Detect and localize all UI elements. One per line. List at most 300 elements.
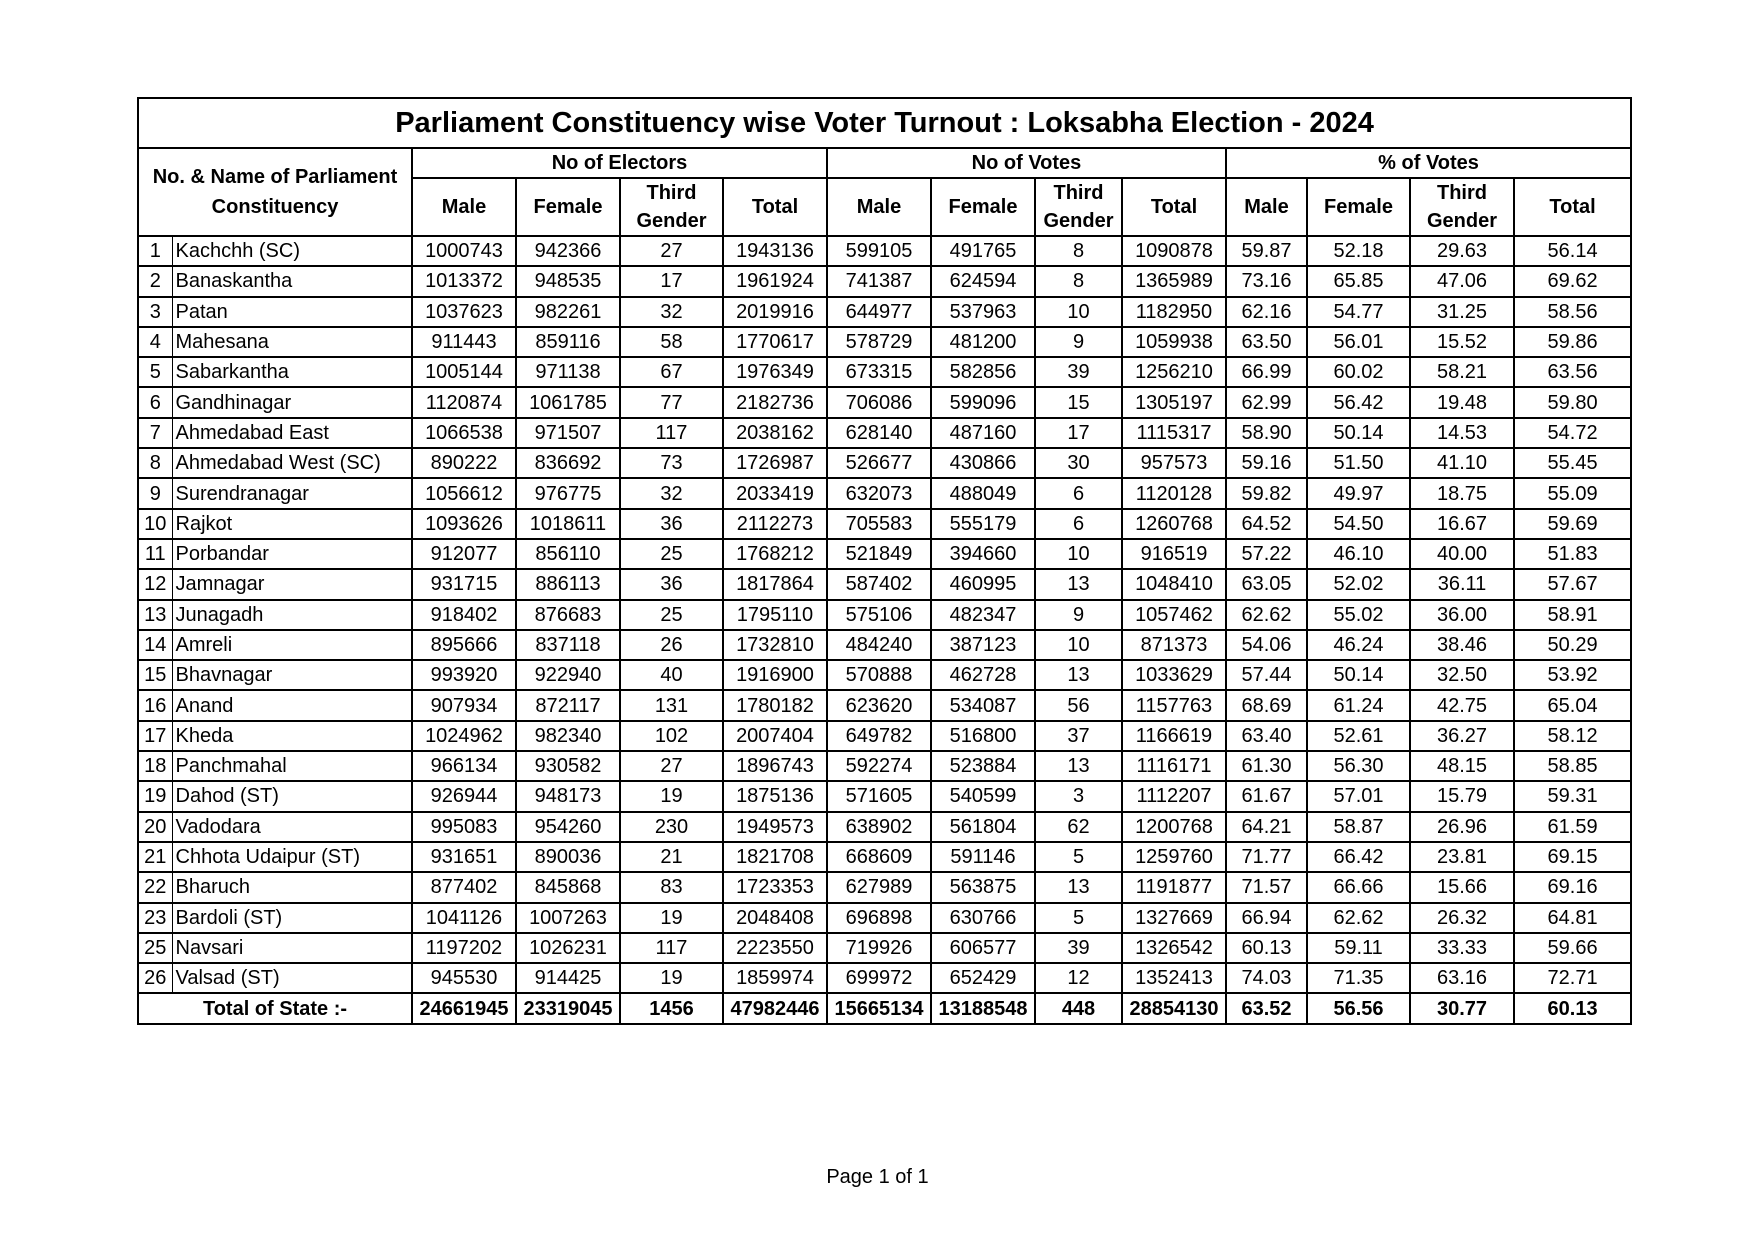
votes-total-cell: 1256210 (1122, 357, 1226, 387)
votes-third-gender-cell: 15 (1035, 387, 1122, 417)
percent-third-gender-cell: 31.25 (1410, 297, 1514, 327)
percent-third-gender-header: Third Gender (1410, 178, 1514, 236)
table-row (138, 236, 1631, 266)
votes-total-cell: 1090878 (1122, 236, 1226, 266)
votes-third-gender-cell: 17 (1035, 418, 1122, 448)
constituency-name: Chhota Udaipur (ST) (172, 842, 412, 872)
votes-total-cell: 1116171 (1122, 751, 1226, 781)
percent-female-cell: 54.77 (1307, 297, 1410, 327)
electors-male-cell: 877402 (412, 872, 516, 902)
electors-total-cell: 1723353 (723, 872, 827, 902)
votes-total-cell: 1115317 (1122, 418, 1226, 448)
percent-total-cell: 58.85 (1514, 751, 1631, 781)
percent-third-gender-cell: 48.15 (1410, 751, 1514, 781)
constituency-number: 13 (138, 600, 172, 630)
constituency-name: Amreli (172, 630, 412, 660)
electors-third-gender-cell: 73 (620, 448, 723, 478)
percent-male-cell: 57.22 (1226, 539, 1307, 569)
votes-female-cell: 563875 (931, 872, 1035, 902)
votes-male-cell: 696898 (827, 903, 931, 933)
constituency-name: Rajkot (172, 509, 412, 539)
constituency-number: 5 (138, 357, 172, 387)
constituency-number: 23 (138, 903, 172, 933)
electors-male-cell: 993920 (412, 660, 516, 690)
electors-third-gender-cell: 19 (620, 963, 723, 993)
electors-male-cell: 931715 (412, 569, 516, 599)
percent-male-cell: 63.40 (1226, 721, 1307, 751)
state-total-row (138, 993, 1631, 1023)
electors-total-cell: 1770617 (723, 327, 827, 357)
electors-total-cell: 2007404 (723, 721, 827, 751)
constituency-number: 7 (138, 418, 172, 448)
votes-total-header: Total (1122, 178, 1226, 236)
percent-third-gender-cell: 38.46 (1410, 630, 1514, 660)
votes-male-cell: 578729 (827, 327, 931, 357)
votes-female-cell: 624594 (931, 266, 1035, 296)
votes-total-cell: 1048410 (1122, 569, 1226, 599)
percent-female-header: Female (1307, 178, 1410, 236)
percent-female-cell: 58.87 (1307, 812, 1410, 842)
constituency-name: Banaskantha (172, 266, 412, 296)
page-title: Parliament Constituency wise Voter Turnout : Loksabha Election - 2024 (138, 98, 1631, 148)
percent-third-gender-cell: 32.50 (1410, 660, 1514, 690)
electors-total-header: Total (723, 178, 827, 236)
votes-female-cell: 591146 (931, 842, 1035, 872)
votes-third-gender-cell: 9 (1035, 600, 1122, 630)
constituency-name: Kheda (172, 721, 412, 751)
percent-female-cell: 60.02 (1307, 357, 1410, 387)
electors-male-cell: 1056612 (412, 478, 516, 508)
votes-female-cell: 534087 (931, 690, 1035, 720)
table-row (138, 418, 1631, 448)
votes-female-cell: 516800 (931, 721, 1035, 751)
percent-male-cell: 60.13 (1226, 933, 1307, 963)
votes-male-cell: 571605 (827, 781, 931, 811)
votes-male-cell: 719926 (827, 933, 931, 963)
percent-male-cell: 61.67 (1226, 781, 1307, 811)
votes-female-header: Female (931, 178, 1035, 236)
percent-female-cell: 55.02 (1307, 600, 1410, 630)
votes-third-gender-cell: 10 (1035, 297, 1122, 327)
electors-third-gender-cell: 27 (620, 236, 723, 266)
total-electors-third-gender-cell: 1456 (620, 993, 723, 1023)
percent-third-gender-cell: 26.96 (1410, 812, 1514, 842)
votes-third-gender-cell: 10 (1035, 539, 1122, 569)
electors-female-cell: 971507 (516, 418, 620, 448)
electors-third-gender-cell: 21 (620, 842, 723, 872)
total-percent-total-cell: 60.13 (1514, 993, 1631, 1023)
table-row (138, 630, 1631, 660)
electors-third-gender-cell: 36 (620, 569, 723, 599)
percent-female-cell: 52.61 (1307, 721, 1410, 751)
percent-male-cell: 64.21 (1226, 812, 1307, 842)
electors-third-gender-cell: 25 (620, 539, 723, 569)
electors-total-cell: 2038162 (723, 418, 827, 448)
electors-female-cell: 976775 (516, 478, 620, 508)
electors-male-cell: 1066538 (412, 418, 516, 448)
constituency-number: 25 (138, 933, 172, 963)
electors-third-gender-cell: 27 (620, 751, 723, 781)
votes-total-cell: 1182950 (1122, 297, 1226, 327)
electors-total-cell: 2223550 (723, 933, 827, 963)
electors-female-cell: 872117 (516, 690, 620, 720)
electors-female-cell: 836692 (516, 448, 620, 478)
votes-male-cell: 741387 (827, 266, 931, 296)
constituency-number: 10 (138, 509, 172, 539)
percent-group-header: % of Votes (1226, 148, 1631, 178)
percent-total-cell: 69.16 (1514, 872, 1631, 902)
percent-male-cell: 59.82 (1226, 478, 1307, 508)
constituency-name: Porbandar (172, 539, 412, 569)
votes-third-gender-cell: 30 (1035, 448, 1122, 478)
percent-male-cell: 61.30 (1226, 751, 1307, 781)
electors-third-gender-cell: 131 (620, 690, 723, 720)
constituency-name: Kachchh (SC) (172, 236, 412, 266)
electors-third-gender-cell: 117 (620, 933, 723, 963)
votes-third-gender-cell: 6 (1035, 478, 1122, 508)
votes-total-cell: 1260768 (1122, 509, 1226, 539)
constituency-name: Gandhinagar (172, 387, 412, 417)
votes-total-cell: 1157763 (1122, 690, 1226, 720)
table-row (138, 357, 1631, 387)
votes-male-cell: 699972 (827, 963, 931, 993)
percent-total-cell: 65.04 (1514, 690, 1631, 720)
votes-male-cell: 627989 (827, 872, 931, 902)
percent-male-cell: 71.77 (1226, 842, 1307, 872)
votes-female-cell: 482347 (931, 600, 1035, 630)
votes-male-cell: 706086 (827, 387, 931, 417)
percent-total-cell: 55.09 (1514, 478, 1631, 508)
votes-female-cell: 599096 (931, 387, 1035, 417)
electors-third-gender-cell: 26 (620, 630, 723, 660)
total-percent-third-gender-cell: 30.77 (1410, 993, 1514, 1023)
votes-total-cell: 1352413 (1122, 963, 1226, 993)
electors-male-cell: 926944 (412, 781, 516, 811)
votes-male-header: Male (827, 178, 931, 236)
electors-female-cell: 856110 (516, 539, 620, 569)
votes-female-cell: 488049 (931, 478, 1035, 508)
percent-third-gender-cell: 40.00 (1410, 539, 1514, 569)
constituency-number: 26 (138, 963, 172, 993)
percent-male-header: Male (1226, 178, 1307, 236)
votes-third-gender-cell: 13 (1035, 660, 1122, 690)
table-row (138, 812, 1631, 842)
constituency-name: Valsad (ST) (172, 963, 412, 993)
percent-female-cell: 56.42 (1307, 387, 1410, 417)
electors-total-cell: 1949573 (723, 812, 827, 842)
electors-male-cell: 966134 (412, 751, 516, 781)
votes-male-cell: 628140 (827, 418, 931, 448)
percent-third-gender-cell: 36.27 (1410, 721, 1514, 751)
state-total-label: Total of State :- (138, 993, 412, 1023)
electors-female-cell: 942366 (516, 236, 620, 266)
percent-total-cell: 54.72 (1514, 418, 1631, 448)
electors-third-gender-cell: 32 (620, 297, 723, 327)
percent-male-cell: 63.05 (1226, 569, 1307, 599)
votes-total-cell: 1305197 (1122, 387, 1226, 417)
constituency-name: Ahmedabad East (172, 418, 412, 448)
percent-female-cell: 54.50 (1307, 509, 1410, 539)
electors-total-cell: 2033419 (723, 478, 827, 508)
percent-total-cell: 53.92 (1514, 660, 1631, 690)
total-votes-female-cell: 13188548 (931, 993, 1035, 1023)
percent-female-cell: 66.42 (1307, 842, 1410, 872)
votes-total-cell: 1326542 (1122, 933, 1226, 963)
votes-female-cell: 481200 (931, 327, 1035, 357)
percent-male-cell: 62.16 (1226, 297, 1307, 327)
percent-third-gender-cell: 15.52 (1410, 327, 1514, 357)
table-row (138, 509, 1631, 539)
constituency-number: 15 (138, 660, 172, 690)
votes-third-gender-cell: 37 (1035, 721, 1122, 751)
table-row (138, 781, 1631, 811)
votes-female-cell: 652429 (931, 963, 1035, 993)
electors-third-gender-cell: 40 (620, 660, 723, 690)
votes-third-gender-cell: 10 (1035, 630, 1122, 660)
electors-female-cell: 1018611 (516, 509, 620, 539)
votes-third-gender-cell: 13 (1035, 872, 1122, 902)
percent-female-cell: 62.62 (1307, 903, 1410, 933)
constituency-name: Jamnagar (172, 569, 412, 599)
percent-male-cell: 68.69 (1226, 690, 1307, 720)
votes-total-cell: 1033629 (1122, 660, 1226, 690)
constituency-number: 18 (138, 751, 172, 781)
votes-male-cell: 587402 (827, 569, 931, 599)
percent-total-cell: 56.14 (1514, 236, 1631, 266)
votes-female-cell: 582856 (931, 357, 1035, 387)
constituency-name: Ahmedabad West (SC) (172, 448, 412, 478)
table-row (138, 963, 1631, 993)
electors-male-cell: 1000743 (412, 236, 516, 266)
total-votes-third-gender-cell: 448 (1035, 993, 1122, 1023)
votes-female-cell: 387123 (931, 630, 1035, 660)
constituency-number: 8 (138, 448, 172, 478)
electors-male-cell: 1005144 (412, 357, 516, 387)
table-row (138, 690, 1631, 720)
percent-male-cell: 63.50 (1226, 327, 1307, 357)
constituency-number: 3 (138, 297, 172, 327)
percent-total-cell: 59.80 (1514, 387, 1631, 417)
votes-male-cell: 484240 (827, 630, 931, 660)
electors-male-cell: 1197202 (412, 933, 516, 963)
percent-third-gender-cell: 63.16 (1410, 963, 1514, 993)
votes-total-cell: 871373 (1122, 630, 1226, 660)
votes-female-cell: 523884 (931, 751, 1035, 781)
total-electors-female-cell: 23319045 (516, 993, 620, 1023)
percent-total-cell: 59.66 (1514, 933, 1631, 963)
table-row (138, 660, 1631, 690)
constituency-name: Sabarkantha (172, 357, 412, 387)
percent-female-cell: 50.14 (1307, 660, 1410, 690)
votes-third-gender-cell: 6 (1035, 509, 1122, 539)
constituency-number: 4 (138, 327, 172, 357)
electors-male-cell: 911443 (412, 327, 516, 357)
percent-third-gender-cell: 16.67 (1410, 509, 1514, 539)
electors-female-cell: 930582 (516, 751, 620, 781)
votes-male-cell: 599105 (827, 236, 931, 266)
percent-male-cell: 66.99 (1226, 357, 1307, 387)
electors-total-cell: 1875136 (723, 781, 827, 811)
percent-female-cell: 56.01 (1307, 327, 1410, 357)
electors-total-cell: 1726987 (723, 448, 827, 478)
table-row (138, 569, 1631, 599)
votes-male-cell: 570888 (827, 660, 931, 690)
electors-total-cell: 1943136 (723, 236, 827, 266)
electors-male-cell: 912077 (412, 539, 516, 569)
table-row (138, 478, 1631, 508)
votes-male-cell: 638902 (827, 812, 931, 842)
constituency-number: 9 (138, 478, 172, 508)
constituency-name: Dahod (ST) (172, 781, 412, 811)
votes-group-header: No of Votes (827, 148, 1226, 178)
electors-female-cell: 1007263 (516, 903, 620, 933)
table-row (138, 387, 1631, 417)
table-row (138, 721, 1631, 751)
percent-male-cell: 62.99 (1226, 387, 1307, 417)
electors-third-gender-cell: 19 (620, 781, 723, 811)
votes-third-gender-cell: 3 (1035, 781, 1122, 811)
percent-third-gender-cell: 23.81 (1410, 842, 1514, 872)
constituency-number: 20 (138, 812, 172, 842)
votes-female-cell: 460995 (931, 569, 1035, 599)
constituency-number: 21 (138, 842, 172, 872)
votes-total-cell: 1059938 (1122, 327, 1226, 357)
percent-third-gender-cell: 47.06 (1410, 266, 1514, 296)
percent-total-cell: 50.29 (1514, 630, 1631, 660)
percent-third-gender-cell: 42.75 (1410, 690, 1514, 720)
electors-total-cell: 1821708 (723, 842, 827, 872)
table-row (138, 842, 1631, 872)
percent-male-cell: 74.03 (1226, 963, 1307, 993)
percent-total-cell: 58.12 (1514, 721, 1631, 751)
table-row (138, 600, 1631, 630)
constituency-column-header: No. & Name of Parliament Constituency (138, 148, 412, 236)
percent-total-cell: 51.83 (1514, 539, 1631, 569)
percent-third-gender-cell: 18.75 (1410, 478, 1514, 508)
table-row (138, 903, 1631, 933)
electors-third-gender-cell: 25 (620, 600, 723, 630)
percent-male-cell: 59.87 (1226, 236, 1307, 266)
electors-female-cell: 890036 (516, 842, 620, 872)
votes-third-gender-cell: 5 (1035, 842, 1122, 872)
electors-male-header: Male (412, 178, 516, 236)
votes-third-gender-cell: 56 (1035, 690, 1122, 720)
percent-third-gender-cell: 58.21 (1410, 357, 1514, 387)
votes-total-cell: 957573 (1122, 448, 1226, 478)
percent-male-cell: 73.16 (1226, 266, 1307, 296)
electors-male-cell: 1120874 (412, 387, 516, 417)
votes-female-cell: 487160 (931, 418, 1035, 448)
percent-male-cell: 62.62 (1226, 600, 1307, 630)
percent-female-cell: 65.85 (1307, 266, 1410, 296)
electors-total-cell: 1817864 (723, 569, 827, 599)
electors-male-cell: 931651 (412, 842, 516, 872)
electors-third-gender-cell: 77 (620, 387, 723, 417)
percent-male-cell: 71.57 (1226, 872, 1307, 902)
votes-female-cell: 462728 (931, 660, 1035, 690)
percent-total-cell: 64.81 (1514, 903, 1631, 933)
electors-male-cell: 945530 (412, 963, 516, 993)
votes-total-cell: 1120128 (1122, 478, 1226, 508)
electors-third-gender-cell: 117 (620, 418, 723, 448)
constituency-number: 19 (138, 781, 172, 811)
percent-male-cell: 64.52 (1226, 509, 1307, 539)
table-row (138, 297, 1631, 327)
electors-male-cell: 1093626 (412, 509, 516, 539)
constituency-number: 22 (138, 872, 172, 902)
percent-female-cell: 49.97 (1307, 478, 1410, 508)
total-votes-male-cell: 15665134 (827, 993, 931, 1023)
votes-third-gender-cell: 62 (1035, 812, 1122, 842)
electors-third-gender-cell: 19 (620, 903, 723, 933)
percent-third-gender-cell: 15.79 (1410, 781, 1514, 811)
percent-total-cell: 69.62 (1514, 266, 1631, 296)
electors-female-cell: 886113 (516, 569, 620, 599)
votes-total-cell: 1327669 (1122, 903, 1226, 933)
electors-male-cell: 995083 (412, 812, 516, 842)
constituency-name: Bardoli (ST) (172, 903, 412, 933)
percent-total-cell: 63.56 (1514, 357, 1631, 387)
percent-female-cell: 51.50 (1307, 448, 1410, 478)
votes-male-cell: 668609 (827, 842, 931, 872)
percent-total-cell: 55.45 (1514, 448, 1631, 478)
votes-male-cell: 632073 (827, 478, 931, 508)
table-body (138, 236, 1631, 1024)
electors-total-cell: 1859974 (723, 963, 827, 993)
electors-female-cell: 1026231 (516, 933, 620, 963)
total-percent-male-cell: 63.52 (1226, 993, 1307, 1023)
percent-female-cell: 52.18 (1307, 236, 1410, 266)
percent-female-cell: 56.30 (1307, 751, 1410, 781)
votes-total-cell: 1166619 (1122, 721, 1226, 751)
percent-third-gender-cell: 36.00 (1410, 600, 1514, 630)
votes-total-cell: 1200768 (1122, 812, 1226, 842)
electors-female-cell: 859116 (516, 327, 620, 357)
electors-female-cell: 837118 (516, 630, 620, 660)
votes-male-cell: 705583 (827, 509, 931, 539)
percent-female-cell: 50.14 (1307, 418, 1410, 448)
percent-female-cell: 61.24 (1307, 690, 1410, 720)
percent-male-cell: 58.90 (1226, 418, 1307, 448)
votes-third-gender-cell: 13 (1035, 569, 1122, 599)
electors-female-cell: 954260 (516, 812, 620, 842)
percent-third-gender-cell: 29.63 (1410, 236, 1514, 266)
electors-group-header: No of Electors (412, 148, 827, 178)
percent-female-cell: 46.10 (1307, 539, 1410, 569)
votes-total-cell: 916519 (1122, 539, 1226, 569)
electors-total-cell: 2182736 (723, 387, 827, 417)
percent-male-cell: 66.94 (1226, 903, 1307, 933)
percent-third-gender-cell: 41.10 (1410, 448, 1514, 478)
electors-male-cell: 1024962 (412, 721, 516, 751)
electors-female-cell: 914425 (516, 963, 620, 993)
constituency-name: Surendranagar (172, 478, 412, 508)
votes-female-cell: 630766 (931, 903, 1035, 933)
votes-female-cell: 540599 (931, 781, 1035, 811)
votes-female-cell: 430866 (931, 448, 1035, 478)
percent-female-cell: 71.35 (1307, 963, 1410, 993)
table-row (138, 266, 1631, 296)
constituency-name: Bhavnagar (172, 660, 412, 690)
constituency-name: Mahesana (172, 327, 412, 357)
total-electors-total-cell: 47982446 (723, 993, 827, 1023)
percent-female-cell: 46.24 (1307, 630, 1410, 660)
electors-male-cell: 907934 (412, 690, 516, 720)
votes-female-cell: 394660 (931, 539, 1035, 569)
table-row (138, 872, 1631, 902)
votes-male-cell: 526677 (827, 448, 931, 478)
electors-male-cell: 1013372 (412, 266, 516, 296)
